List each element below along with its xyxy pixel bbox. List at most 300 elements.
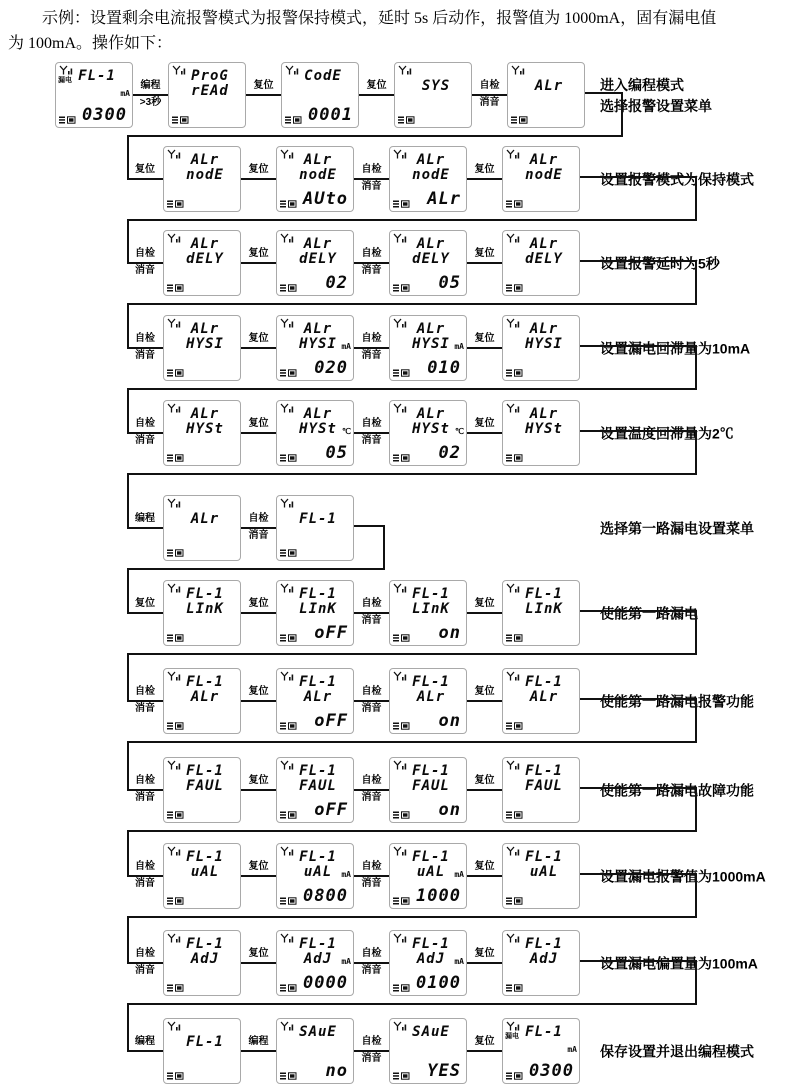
key-top-label: 复位 bbox=[241, 247, 276, 264]
lcd-screen bbox=[502, 400, 580, 466]
lcd-screen bbox=[163, 757, 241, 823]
comm-icon bbox=[280, 549, 297, 557]
key-press-connector bbox=[467, 247, 502, 278]
comm-icon bbox=[167, 454, 184, 462]
lcd-line1: ALr bbox=[534, 78, 564, 94]
key-top-label: 复位 bbox=[359, 79, 394, 96]
lcd-screen bbox=[276, 843, 354, 909]
lcd-screen bbox=[163, 146, 241, 212]
lcd-screen bbox=[163, 495, 241, 561]
key-bottom-label: 消音 bbox=[135, 878, 155, 889]
lcd-line2: HYSt bbox=[299, 421, 337, 437]
key-bottom-label bbox=[467, 1052, 502, 1066]
key-bottom-label bbox=[467, 877, 502, 891]
lcd-value: 02 bbox=[325, 273, 348, 293]
lcd-value: 0001 bbox=[308, 105, 353, 125]
comm-icon bbox=[506, 284, 523, 292]
lcd-value: 0300 bbox=[529, 1061, 574, 1081]
lcd-line1: FL-1 bbox=[299, 936, 337, 952]
key-press-connector bbox=[241, 417, 276, 448]
key-top-label: 编程 bbox=[133, 79, 168, 96]
lcd-value: 1000 bbox=[416, 886, 461, 906]
key-top-label: 自检 bbox=[354, 860, 389, 877]
comm-icon bbox=[393, 1072, 410, 1080]
lcd-line2: ALr bbox=[303, 689, 333, 705]
lcd-value: AUto bbox=[303, 189, 348, 209]
lcd-line1: FL-1 bbox=[525, 936, 563, 952]
comm-icon bbox=[280, 811, 297, 819]
comm-icon bbox=[393, 722, 410, 730]
lcd-line2: HYSI bbox=[186, 336, 224, 352]
lcd-unit: mA bbox=[454, 870, 464, 879]
step-description-line: 使能第一路漏电 bbox=[600, 605, 698, 622]
lcd-screen bbox=[163, 580, 241, 646]
key-top-label: 自检 bbox=[127, 860, 163, 877]
lcd-line1: SYS bbox=[421, 78, 451, 94]
lcd-line2: AdJ bbox=[529, 951, 559, 967]
lcd-value: on bbox=[438, 623, 461, 643]
step-description-line: 设置漏电回滞量为10mA bbox=[600, 340, 751, 357]
signal-icon bbox=[167, 498, 181, 508]
key-press-connector bbox=[354, 774, 389, 805]
step-description-line: 设置温度回滞量为2℃ bbox=[600, 425, 734, 442]
key-bottom-label bbox=[246, 96, 281, 110]
key-bottom-label bbox=[241, 349, 276, 363]
signal-icon bbox=[167, 1021, 181, 1031]
key-top-label: 自检 bbox=[127, 685, 163, 702]
connector-elbow-down bbox=[580, 873, 697, 916]
key-bottom-label: 消音 bbox=[361, 615, 382, 626]
key-bottom-label bbox=[467, 702, 502, 716]
lcd-line2: FAUL bbox=[186, 778, 224, 794]
key-press-connector bbox=[241, 597, 276, 628]
lcd-line2: rEAd bbox=[191, 83, 229, 99]
comm-icon bbox=[506, 454, 523, 462]
comm-icon bbox=[398, 116, 415, 124]
key-bottom-label: 消音 bbox=[135, 265, 155, 276]
lcd-unit: mA bbox=[454, 342, 464, 351]
key-bottom-label bbox=[127, 1052, 163, 1066]
lcd-line2: nodE bbox=[412, 167, 450, 183]
lcd-value: 0300 bbox=[82, 105, 127, 125]
step-description-line: 选择报警设置菜单 bbox=[600, 98, 712, 114]
key-top-label: 自检 bbox=[354, 774, 389, 791]
key-press-connector bbox=[241, 163, 276, 194]
connector-elbow-down bbox=[580, 430, 697, 473]
key-bottom-label bbox=[467, 264, 502, 278]
key-top-label: 复位 bbox=[467, 860, 502, 877]
key-bottom-label: 消音 bbox=[135, 703, 155, 714]
key-press-connector bbox=[354, 332, 389, 363]
key-bottom-label: 消音 bbox=[361, 878, 382, 889]
key-press-connector bbox=[354, 947, 389, 978]
key-bottom-label: 消音 bbox=[361, 965, 382, 976]
key-press-connector bbox=[354, 685, 389, 716]
key-bottom-label bbox=[241, 791, 276, 805]
key-press-connector bbox=[467, 947, 502, 978]
comm-icon bbox=[59, 116, 76, 124]
lcd-line1: FL-1 bbox=[525, 849, 563, 865]
lcd-line2: ALr bbox=[529, 689, 559, 705]
lcd-screen bbox=[276, 146, 354, 212]
lcd-line1: FL-1 bbox=[299, 674, 337, 690]
key-press-connector bbox=[127, 163, 163, 194]
comm-icon bbox=[280, 984, 297, 992]
key-bottom-label bbox=[241, 614, 276, 628]
key-top-label: 自检 bbox=[127, 417, 163, 434]
key-top-label: 复位 bbox=[241, 685, 276, 702]
lcd-line1: FL-1 bbox=[186, 763, 224, 779]
key-press-connector bbox=[467, 685, 502, 716]
key-press-connector bbox=[127, 247, 163, 278]
key-top-label: 复位 bbox=[246, 79, 281, 96]
key-top-label: 复位 bbox=[241, 947, 276, 964]
comm-icon bbox=[511, 116, 528, 124]
comm-icon bbox=[167, 549, 184, 557]
lcd-line1: FL-1 bbox=[299, 586, 337, 602]
key-press-connector bbox=[467, 332, 502, 363]
key-press-connector bbox=[354, 597, 389, 628]
comm-icon bbox=[506, 200, 523, 208]
lcd-line2: nodE bbox=[525, 167, 563, 183]
step-description bbox=[600, 519, 796, 540]
key-top-label: 编程 bbox=[127, 512, 163, 529]
lcd-screen bbox=[502, 668, 580, 734]
lcd-line2: ALr bbox=[416, 689, 446, 705]
lcd-line1: ALr bbox=[190, 511, 220, 527]
key-bottom-label bbox=[467, 791, 502, 805]
key-top-label: 复位 bbox=[127, 163, 163, 180]
key-press-connector bbox=[359, 79, 394, 110]
lcd-value: no bbox=[325, 1061, 348, 1081]
page-title bbox=[8, 6, 796, 56]
key-press-connector bbox=[467, 417, 502, 448]
key-press-connector bbox=[241, 947, 276, 978]
lcd-screen bbox=[389, 400, 467, 466]
lcd-line2: dELY bbox=[186, 251, 224, 267]
lcd-line1: ALr bbox=[416, 236, 446, 252]
connector-elbow-down bbox=[580, 610, 697, 653]
lcd-line1: ALr bbox=[303, 236, 333, 252]
lcd-unit: mA bbox=[341, 342, 351, 351]
lcd-line1: FL-1 bbox=[78, 68, 116, 84]
key-press-connector bbox=[241, 1035, 276, 1066]
lcd-line2: uAL bbox=[303, 864, 333, 880]
lcd-screen bbox=[276, 757, 354, 823]
comm-icon bbox=[167, 811, 184, 819]
lcd-line2: nodE bbox=[299, 167, 337, 183]
lcd-unit: mA bbox=[120, 89, 130, 98]
key-top-label: 复位 bbox=[467, 597, 502, 614]
step-description-line: 使能第一路漏电报警功能 bbox=[600, 693, 754, 710]
key-bottom-label: 消音 bbox=[135, 792, 155, 803]
comm-icon bbox=[280, 369, 297, 377]
key-bottom-label: 消音 bbox=[361, 792, 382, 803]
comm-icon bbox=[506, 634, 523, 642]
lcd-line1: ALr bbox=[529, 236, 559, 252]
key-press-connector bbox=[354, 247, 389, 278]
lcd-line1: FL-1 bbox=[186, 586, 224, 602]
key-top-label: 复位 bbox=[241, 860, 276, 877]
connector-elbow-down bbox=[580, 698, 697, 741]
key-bottom-label bbox=[467, 614, 502, 628]
lcd-line1: FL-1 bbox=[412, 674, 450, 690]
lcd-line1: ALr bbox=[190, 406, 220, 422]
lcd-line1: ALr bbox=[303, 152, 333, 168]
lcd-line2: LInK bbox=[299, 601, 337, 617]
comm-icon bbox=[393, 200, 410, 208]
lcd-line1: SAuE bbox=[299, 1024, 337, 1040]
comm-icon bbox=[393, 454, 410, 462]
comm-icon bbox=[167, 200, 184, 208]
lcd-line1: FL-1 bbox=[525, 1024, 563, 1040]
comm-icon bbox=[172, 116, 189, 124]
key-press-connector bbox=[127, 860, 163, 891]
key-press-connector bbox=[127, 1035, 163, 1066]
lcd-line2: dELY bbox=[299, 251, 337, 267]
lcd-line1: FL-1 bbox=[186, 674, 224, 690]
signal-icon bbox=[280, 498, 294, 508]
lcd-screen bbox=[502, 580, 580, 646]
key-top-label: 复位 bbox=[127, 597, 163, 614]
key-bottom-label bbox=[127, 614, 163, 628]
lcd-screen bbox=[389, 146, 467, 212]
lcd-line1: ALr bbox=[303, 321, 333, 337]
comm-icon bbox=[506, 897, 523, 905]
leak-indicator: 漏电 bbox=[505, 1032, 519, 1040]
connector-elbow-down bbox=[585, 92, 623, 135]
key-bottom-label bbox=[241, 180, 276, 194]
comm-icon bbox=[285, 116, 302, 124]
key-top-label: 自检 bbox=[127, 774, 163, 791]
step-description bbox=[600, 1042, 796, 1063]
key-press-connector bbox=[127, 512, 163, 543]
key-bottom-label: 消音 bbox=[248, 530, 269, 541]
lcd-line2: AdJ bbox=[303, 951, 333, 967]
key-press-connector bbox=[467, 774, 502, 805]
lcd-line1: FL-1 bbox=[186, 1034, 224, 1050]
comm-icon bbox=[280, 284, 297, 292]
lcd-line1: ALr bbox=[190, 321, 220, 337]
key-press-connector bbox=[354, 163, 389, 194]
comm-icon bbox=[393, 369, 410, 377]
lcd-line1: FL-1 bbox=[186, 936, 224, 952]
key-top-label: 编程 bbox=[127, 1035, 163, 1052]
lcd-screen bbox=[163, 400, 241, 466]
comm-icon bbox=[167, 897, 184, 905]
lcd-line1: FL-1 bbox=[299, 511, 337, 527]
lcd-value: 05 bbox=[438, 273, 461, 293]
comm-icon bbox=[280, 454, 297, 462]
lcd-line1: FL-1 bbox=[525, 763, 563, 779]
comm-icon bbox=[506, 722, 523, 730]
lcd-screen bbox=[163, 230, 241, 296]
key-top-label: 自检 bbox=[354, 163, 389, 180]
lcd-screen bbox=[394, 62, 472, 128]
lcd-screen bbox=[389, 1018, 467, 1084]
lcd-screen bbox=[389, 230, 467, 296]
key-press-connector bbox=[354, 860, 389, 891]
key-top-label: 自检 bbox=[354, 685, 389, 702]
key-press-connector bbox=[127, 774, 163, 805]
comm-icon bbox=[506, 369, 523, 377]
comm-icon bbox=[280, 897, 297, 905]
key-press-connector bbox=[354, 1035, 389, 1066]
key-bottom-label bbox=[241, 1052, 276, 1066]
key-press-connector bbox=[241, 332, 276, 363]
lcd-unit: mA bbox=[341, 957, 351, 966]
key-top-label: 编程 bbox=[241, 1035, 276, 1052]
key-bottom-label bbox=[241, 964, 276, 978]
comm-icon bbox=[167, 722, 184, 730]
key-press-connector bbox=[241, 685, 276, 716]
lcd-line1: ALr bbox=[416, 406, 446, 422]
key-bottom-label: 消音 bbox=[361, 1053, 382, 1064]
key-press-connector bbox=[241, 774, 276, 805]
lcd-screen bbox=[168, 62, 246, 128]
lcd-screen bbox=[389, 843, 467, 909]
key-press-connector bbox=[127, 332, 163, 363]
key-top-label: 自检 bbox=[127, 947, 163, 964]
comm-icon bbox=[393, 811, 410, 819]
key-bottom-label bbox=[467, 964, 502, 978]
lcd-line2: LInK bbox=[412, 601, 450, 617]
connector-elbow-down bbox=[580, 345, 697, 388]
lcd-line1: FL-1 bbox=[412, 849, 450, 865]
comm-icon bbox=[167, 984, 184, 992]
key-top-label: 复位 bbox=[467, 685, 502, 702]
lcd-line2: FAUL bbox=[412, 778, 450, 794]
lcd-unit: ℃ bbox=[455, 427, 464, 436]
lcd-value: 0000 bbox=[303, 973, 348, 993]
key-bottom-label bbox=[241, 877, 276, 891]
key-bottom-label bbox=[127, 529, 163, 543]
key-top-label: 自检 bbox=[241, 512, 276, 529]
lcd-line2: HYSI bbox=[412, 336, 450, 352]
connector-elbow-down bbox=[580, 176, 697, 219]
lcd-screen bbox=[502, 1018, 580, 1084]
key-bottom-label bbox=[359, 96, 394, 110]
lcd-screen bbox=[276, 495, 354, 561]
lcd-line2: HYSt bbox=[412, 421, 450, 437]
lcd-line1: FL-1 bbox=[412, 586, 450, 602]
lcd-line1: ALr bbox=[529, 321, 559, 337]
lcd-line2: FAUL bbox=[299, 778, 337, 794]
lcd-value: 020 bbox=[314, 358, 348, 378]
key-bottom-label: 消音 bbox=[135, 435, 155, 446]
key-top-label: 复位 bbox=[241, 332, 276, 349]
lcd-screen bbox=[281, 62, 359, 128]
comm-icon bbox=[506, 1072, 523, 1080]
key-bottom-label: 消音 bbox=[361, 703, 382, 714]
lcd-line2: AdJ bbox=[416, 951, 446, 967]
key-bottom-label: >3秒 bbox=[139, 97, 162, 108]
key-top-label: 复位 bbox=[467, 947, 502, 964]
lcd-value: ALr bbox=[427, 189, 461, 209]
lcd-screen bbox=[276, 1018, 354, 1084]
lcd-value: oFF bbox=[314, 800, 348, 820]
key-press-connector bbox=[246, 79, 281, 110]
comm-icon bbox=[280, 722, 297, 730]
key-top-label: 复位 bbox=[241, 163, 276, 180]
comm-icon bbox=[506, 811, 523, 819]
lcd-value: on bbox=[438, 711, 461, 731]
step-description bbox=[600, 75, 796, 117]
connector-elbow-down bbox=[580, 260, 697, 303]
lcd-screen bbox=[502, 930, 580, 996]
step-description-line: 进入编程模式 bbox=[600, 77, 684, 93]
lcd-screen bbox=[502, 843, 580, 909]
comm-icon bbox=[167, 369, 184, 377]
key-top-label: 自检 bbox=[354, 417, 389, 434]
lcd-line1: ALr bbox=[416, 152, 446, 168]
comm-icon bbox=[167, 1072, 184, 1080]
lcd-line1: ALr bbox=[416, 321, 446, 337]
lcd-value: 0100 bbox=[416, 973, 461, 993]
lcd-line2: HYSt bbox=[525, 421, 563, 437]
lcd-line1: FL-1 bbox=[412, 936, 450, 952]
lcd-screen bbox=[276, 930, 354, 996]
leak-indicator: 漏电 bbox=[58, 76, 72, 84]
lcd-line1: ALr bbox=[190, 152, 220, 168]
key-top-label: 自检 bbox=[354, 332, 389, 349]
lcd-screen bbox=[502, 146, 580, 212]
step-description-line: 保存设置并退出编程模式 bbox=[600, 1043, 754, 1060]
key-bottom-label bbox=[241, 702, 276, 716]
lcd-line1: ProG bbox=[191, 68, 229, 84]
lcd-value: oFF bbox=[314, 623, 348, 643]
title-line-2: 为 100mA。操作如下： bbox=[8, 35, 173, 52]
lcd-screen bbox=[276, 400, 354, 466]
lcd-value: 05 bbox=[325, 443, 348, 463]
lcd-screen bbox=[163, 315, 241, 381]
step-description-line: 设置漏电偏置量为100mA bbox=[600, 955, 758, 972]
lcd-screen bbox=[276, 580, 354, 646]
comm-icon bbox=[393, 284, 410, 292]
lcd-line2: LInK bbox=[186, 601, 224, 617]
key-press-connector bbox=[241, 247, 276, 278]
lcd-screen bbox=[276, 668, 354, 734]
step-description-line: 使能第一路漏电故障功能 bbox=[600, 782, 754, 799]
step-description-line: 设置报警模式为保持模式 bbox=[600, 171, 754, 188]
title-line-1: 示例：设置剩余电流报警模式为报警保持模式，延时 5s 后动作，报警值为 1000mA，固有漏电值 bbox=[42, 10, 717, 27]
key-bottom-label bbox=[241, 264, 276, 278]
key-top-label: 自检 bbox=[127, 247, 163, 264]
lcd-unit: mA bbox=[341, 870, 351, 879]
connector-elbow-down bbox=[580, 787, 697, 830]
key-top-label: 复位 bbox=[467, 163, 502, 180]
lcd-screen bbox=[276, 315, 354, 381]
lcd-unit: ℃ bbox=[342, 427, 351, 436]
lcd-line1: CodE bbox=[304, 68, 342, 84]
key-top-label: 自检 bbox=[472, 79, 507, 96]
lcd-line2: HYSI bbox=[525, 336, 563, 352]
lcd-screen bbox=[163, 668, 241, 734]
key-press-connector bbox=[127, 947, 163, 978]
lcd-line2: dELY bbox=[525, 251, 563, 267]
lcd-value: 0800 bbox=[303, 886, 348, 906]
signal-icon bbox=[511, 65, 525, 75]
lcd-line2: HYSt bbox=[186, 421, 224, 437]
key-bottom-label: 消音 bbox=[479, 97, 500, 108]
key-press-connector bbox=[241, 512, 276, 543]
key-top-label: 复位 bbox=[467, 247, 502, 264]
key-press-connector bbox=[127, 417, 163, 448]
lcd-line1: FL-1 bbox=[525, 674, 563, 690]
key-press-connector bbox=[241, 860, 276, 891]
lcd-line2: dELY bbox=[412, 251, 450, 267]
key-top-label: 复位 bbox=[241, 774, 276, 791]
